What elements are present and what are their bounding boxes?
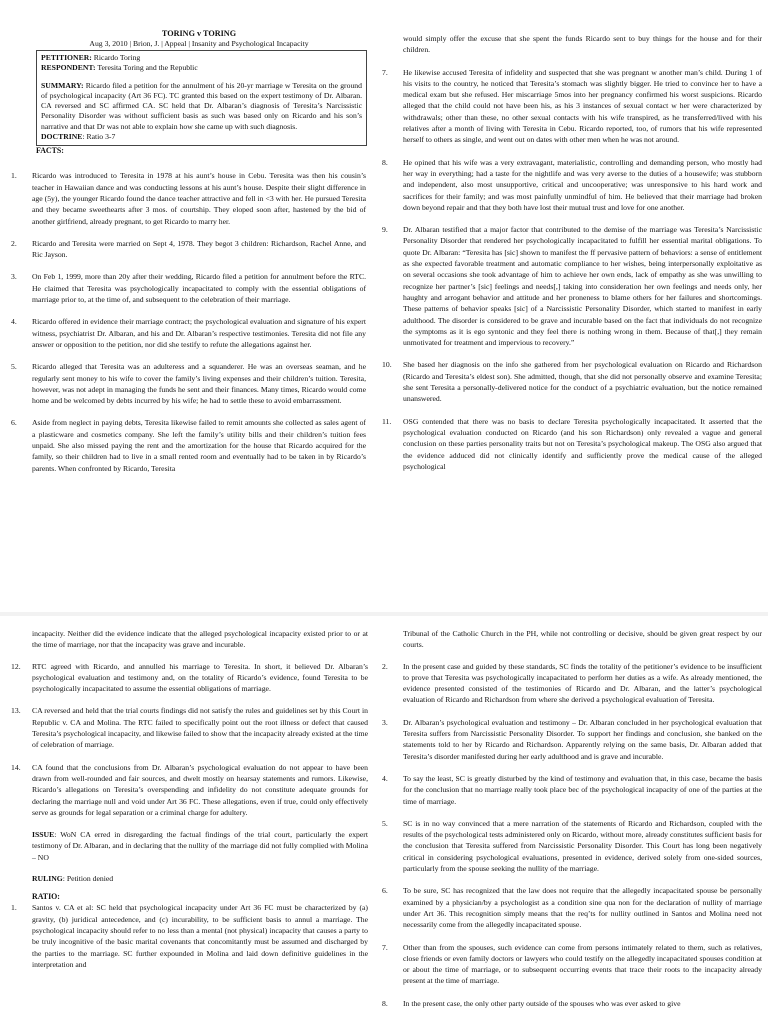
list-item: 4. Ricardo offered in evidence their marriage contract; the psychological evaluation and signature of his expert witness, psychiatrist Dr. Albaran, and his and Dr. Albaran’s respective testimonies. Teresita did not file any answer or opposition to the petition, nor did she testify to refute the allegations against her. <box>11 317 366 349</box>
list-item: 1. Ricardo was introduced to Teresita in 1978 at his aunt’s house in Cebu. Teresita was then his cousin’s teacher in Hawaiian dance and was conducting lessons at his aunt’s house. Despite their slight difference in age (5y), the younger Ricardo found the dance teacher attractive and fell in <3 with her. He pursued Teresita and they became sweethearts after 3 mos. of courtship. They eloped soon after, hastened by the bid of another girlfriend, already pregnant, to get Ricardo to marry her. <box>11 171 366 226</box>
ratio-list-right <box>377 661 762 1009</box>
list-item: 4. To say the least, SC is greatly disturbed by the kind of testimony and evaluation that, in this case, became the basis for the conclusion that no marriage really took place bec of the psychological incapacity of one of the parties at the time of marriage. <box>382 773 762 806</box>
list-item: 6. Aside from neglect in paying debts, Teresita likewise failed to remit amounts she collected as sales agent of a plasticware and cosmetics company. She left the family’s utility bills and their children’s tuition fees unpaid. She also missed paying the rent and the amortization for the house that Ricardo acquired for the family, so their children had to live in a small rented room and eventually had to be taken in by Ricardo’s parents. When confronted by Ricardo, Teresita <box>11 418 366 473</box>
list-item: 9. Dr. Albaran testified that a major factor that contributed to the demise of the marriage was Teresita’s Narcissistic Personality Disorder that rendered her psychologically incapacitated to fulfill her essential marital obligations. To quote Dr. Albaran: “Teresita has [sic] shown to manifest the ff pervasive pattern of behaviors: a sense of entitlement as she expected favorable treatment and automatic compliance to her wishes, being interpersonally exploitative as on several occasions she took advantage of him to achieve her own ends, lack of empathy as she was unwilling to recognize her partner’s [sic] feelings and needs[,] taking into consideration her own feelings and needs only, her haughty and arrogant behavior and attitude and her proneness to blame others for her failures and shortcomings. These patterns of behavior speaks [sic] of a Narcissistic Personality Disorder, which started to manifest in early adulthood. The disorder is considered to be grave and incurable based on the fact that individuals do not recognize the symptoms as it is ego syntonic and they feel there is nothing wrong in them. Because of that[,] they remain unmotivated for treatment and impervious to recovery.” <box>382 225 762 348</box>
respondent-line: RESPONDENT: Teresita Toring and the Republic <box>41 63 198 73</box>
list-item: 1. Santos v. CA et al: SC held that psychological incapacity under Art 36 FC must be characterized by (a) gravity, (b) juridical antecedence, and (c) incurability, to be sufficient basis to annul a marriage. The psychological incapacity should refer to no less than a mental (not physical) incapacity that causes a party to be truly incognitive of the basic marital covenants that concomitantly must be assumed and discharged by the parties to the marriage. SC further expounded in Molina and laid down definitive guidelines in the interpretation and <box>11 903 368 969</box>
ratio-heading: RATIO: <box>32 892 60 902</box>
facts-list-continued <box>6 661 368 819</box>
list-item: 13. CA reversed and held that the trial courts findings did not satisfy the rules and guidelines set by this Court in Republic v. CA and Molina. The RTC failed to specifically point out the root illness or defect that caused Teresita’s psychological incapacity, and likewise failed to show that the incapacity already existed at the time of celebration of marriage. <box>11 706 368 750</box>
list-item: 2. In the present case and guided by these standards, SC finds the totality of the petitioner’s evidence to be insufficient to prove that Teresita was psychologically incapacitated to perform her duties as a wife. As already mentioned, the evidence presented consisted of the testimonies of Ricardo and Dr. Albaran, and the latter’s psychological evaluation of Ricardo and Richardson from where she derived a psychological evaluation of Teresita. <box>382 661 762 705</box>
document-page-2 <box>0 616 768 1024</box>
case-meta: Aug 3, 2010 | Brion, J. | Appeal | Insanity and Psychological Incapacity <box>89 39 309 48</box>
facts-list-left <box>6 170 366 474</box>
list-item: 14. CA found that the conclusions from Dr. Albaran’s psychological evaluation do not appear to have been drawn from well-rounded and fair sources, and dwelt mostly on hearsay statements and rumors. Likewise, Ricardo’s allegations on Teresita’s overspending and infidelity do not constitute adequate grounds for declaring the marriage null and void under Art 36 FC. These allegations, even if true, could only effectively serve as grounds for legal separation or a criminal charge for adultery. <box>11 762 368 817</box>
facts-heading: FACTS: <box>36 146 64 156</box>
list-item: 3. Dr. Albaran’s psychological evaluation and testimony – Dr. Albaran concluded in her psychological evaluation that Teresita suffers from Narcissistic Personality Disorder. To support her findings and conclusion, she banked on the statements told to her by Ricardo and Richardson. Apparently relying on the same basis, Dr. Albaran added that Teresita’s disorder manifested during her early adulthood and is grave and incurable. <box>382 717 762 761</box>
case-title: TORING v TORING <box>161 29 237 38</box>
list-item: 10. She based her diagnosis on the info she gathered from her psychological evaluation on Ricardo and Richardson (Ricardo and Teresita’s eldest son). She admitted, though, that she did not personally observe and examine Teresita; she sent Teresita a personally-delivered notice for the conduct of a psychiatric evaluation, but the notice remained unanswered. <box>382 360 762 404</box>
case-summary-box <box>36 50 367 146</box>
page2-left-column <box>6 628 368 981</box>
list-item: 2. Ricardo and Teresita were married on Sept 4, 1978. They begot 3 children: Richardson, Rachel Anne, and Ric Jayson. <box>11 238 366 260</box>
list-item: 5. Ricardo alleged that Teresita was an adulteress and a squanderer. He was an overseas seaman, and he regularly sent money to his wife to cover the family’s living expenses and their children’s tuition. Teresita, however, was not adept in managing the funds he sent and their finances. Many times, Ricardo would come home and be welcomed by debts incurred by his wife; he had to settle these to avoid embarrassment. <box>11 362 366 406</box>
list-item: 7. Other than from the spouses, such evidence can come from persons intimately related to them, such as relatives, close friends or even family doctors or lawyers who could testify on the allegedly incapacitated spouses condition at or about the time of marriage, or to subsequent occurring events that trace their roots to the incapacity already present at the time of marriage. <box>382 942 762 986</box>
issue-paragraph: ISSUE: WoN CA erred in disregarding the factual findings of the trial court, particularly the expert testimony of Dr. Albaran, and in declaring that the nullity of the marriage did not fully complied with Molina – NO <box>32 830 368 862</box>
page2-right-column <box>377 628 762 1020</box>
list-item: 11. OSG contended that there was no basis to declare Teresita psychologically incapacitated. It asserted that the psychological evaluation conducted on Ricardo (and his son Richardson) only revealed a vague and general conclusion on these parties personality traits but not on Teresita’s psychological makeup. The OSG also argued that the evidence adduced did not clinically identify and sufficiently prove the medical cause of the alleged psychological <box>382 416 762 471</box>
summary-paragraph: SUMMARY: Ricardo filed a petition for the annulment of his 20-yr marriage w Teresita on the ground of psychological incapacity (Art 36 FC). TC granted this based on the expert testimony of Dr. Albaran. CA reversed and SC affirmed CA. SC held that Dr. Albaran’s diagnosis of Teresita’s Narcissistic Personality Disorder was without sufficient basis as such was based only on Ricardo and his son’s narrative and that Dr was not able to explain how she came up with such diagnosis. <box>41 80 362 131</box>
page1-right-column <box>377 33 762 483</box>
doctrine-line: DOCTRINE: Ratio 3-7 <box>41 132 116 142</box>
list-item: 8. He opined that his wife was a very extravagant, materialistic, controlling and demanding person, who mostly had her way in everything; had a taste for the nightlife and was very averse to the duties of a housewife; was stubborn and independent, also most unsupportive, critical and uncooperative; was unresponsive to his hard work and sacrifices for their family; and was most painfully unmindful of him. He believed that their marriage had broken down beyond repair and that they both have lost their mutual trust and love for one another. <box>382 157 762 212</box>
facts-list-right <box>377 67 762 473</box>
page1-left-column <box>6 27 366 485</box>
list-item: 8. In the present case, the only other party outside of the spouses who was ever asked to give <box>382 998 681 1008</box>
continued-text: Tribunal of the Catholic Church in the PH, while not controlling or decisive, should be given great respect by our courts. <box>403 629 762 650</box>
list-item: 6. To be sure, SC has recognized that the law does not require that the allegedly incapacitated spouse be personally examined by a physician/by a psychologist as a condition sine qua non for the declaration of nullity of marriage under Art 36. This recognition simply means that the req’ts for nullity outlined in Santos and Molina need not necessarily come from the allegedly incapacitated spouse. <box>382 886 762 930</box>
petitioner-line: PETITIONER: Ricardo Toring <box>41 53 141 62</box>
continued-text: incapacity. Neither did the evidence indicate that the alleged psychological incapacity existed prior to or at the time of marriage, nor that the incapacity was grave and incurable. <box>32 629 368 650</box>
ruling-line: RULING: Petition denied <box>32 874 114 884</box>
list-item: 3. On Feb 1, 1999, more than 20y after their wedding, Ricardo filed a petition for annulment before the RTC. He claimed that Teresita was psychologically incapacitated to comply with the essential obligations of marriage prior to, at the time of, and subsequent to the celebration of their marriage. <box>11 272 366 305</box>
list-item: 7. He likewise accused Teresita of infidelity and suspected that she was pregnant w another man’s child. During 1 of his visits to the country, he noticed that Teresita’s stomach was slightly bigger. He tried to convince her to have a medical exam but she refused. Her miscarriage 5mos into her pregnancy confirmed his worst suspicions. Ricardo alleged that the child could not have been his, as his 3 instances of sexual contact w her were characterized by withdrawals; other than these, no other sexual contacts with his wife transpired, as he transferred/lived with his relatives after a month of living with Teresita in Cebu. Ricardo reported, too, of rumors that his wife represented herself to others as single, and went out on dates with other men when he was not around. <box>382 67 762 145</box>
ratio-list-left <box>6 902 368 970</box>
list-item: 5. SC is in no way convinced that a mere narration of the statements of Ricardo and Richardson, coupled with the results of the psychological tests administered only on Ricardo, without more, already constitutes sufficient basis for the conclusion that Teresita suffered from Narcissistic Personality Disorder. This Court has long been negatively critical in considering psychological evaluations, presented in evidence, derived solely from one-sided sources, particularly from the spouse seeking the nullity of the marriage. <box>382 818 762 874</box>
list-item: 12. RTC agreed with Ricardo, and annulled his marriage to Teresita. In short, it believed Dr. Albaran’s psychological evaluation and testimony and, on the totality of Ricardo’s evidence, found Teresita to be psychologically incapacitated to assume the essential obligations of marriage. <box>11 661 368 694</box>
continued-text: would simply offer the excuse that she spent the funds Ricardo sent to buy things for the house and for their children. <box>403 34 762 55</box>
